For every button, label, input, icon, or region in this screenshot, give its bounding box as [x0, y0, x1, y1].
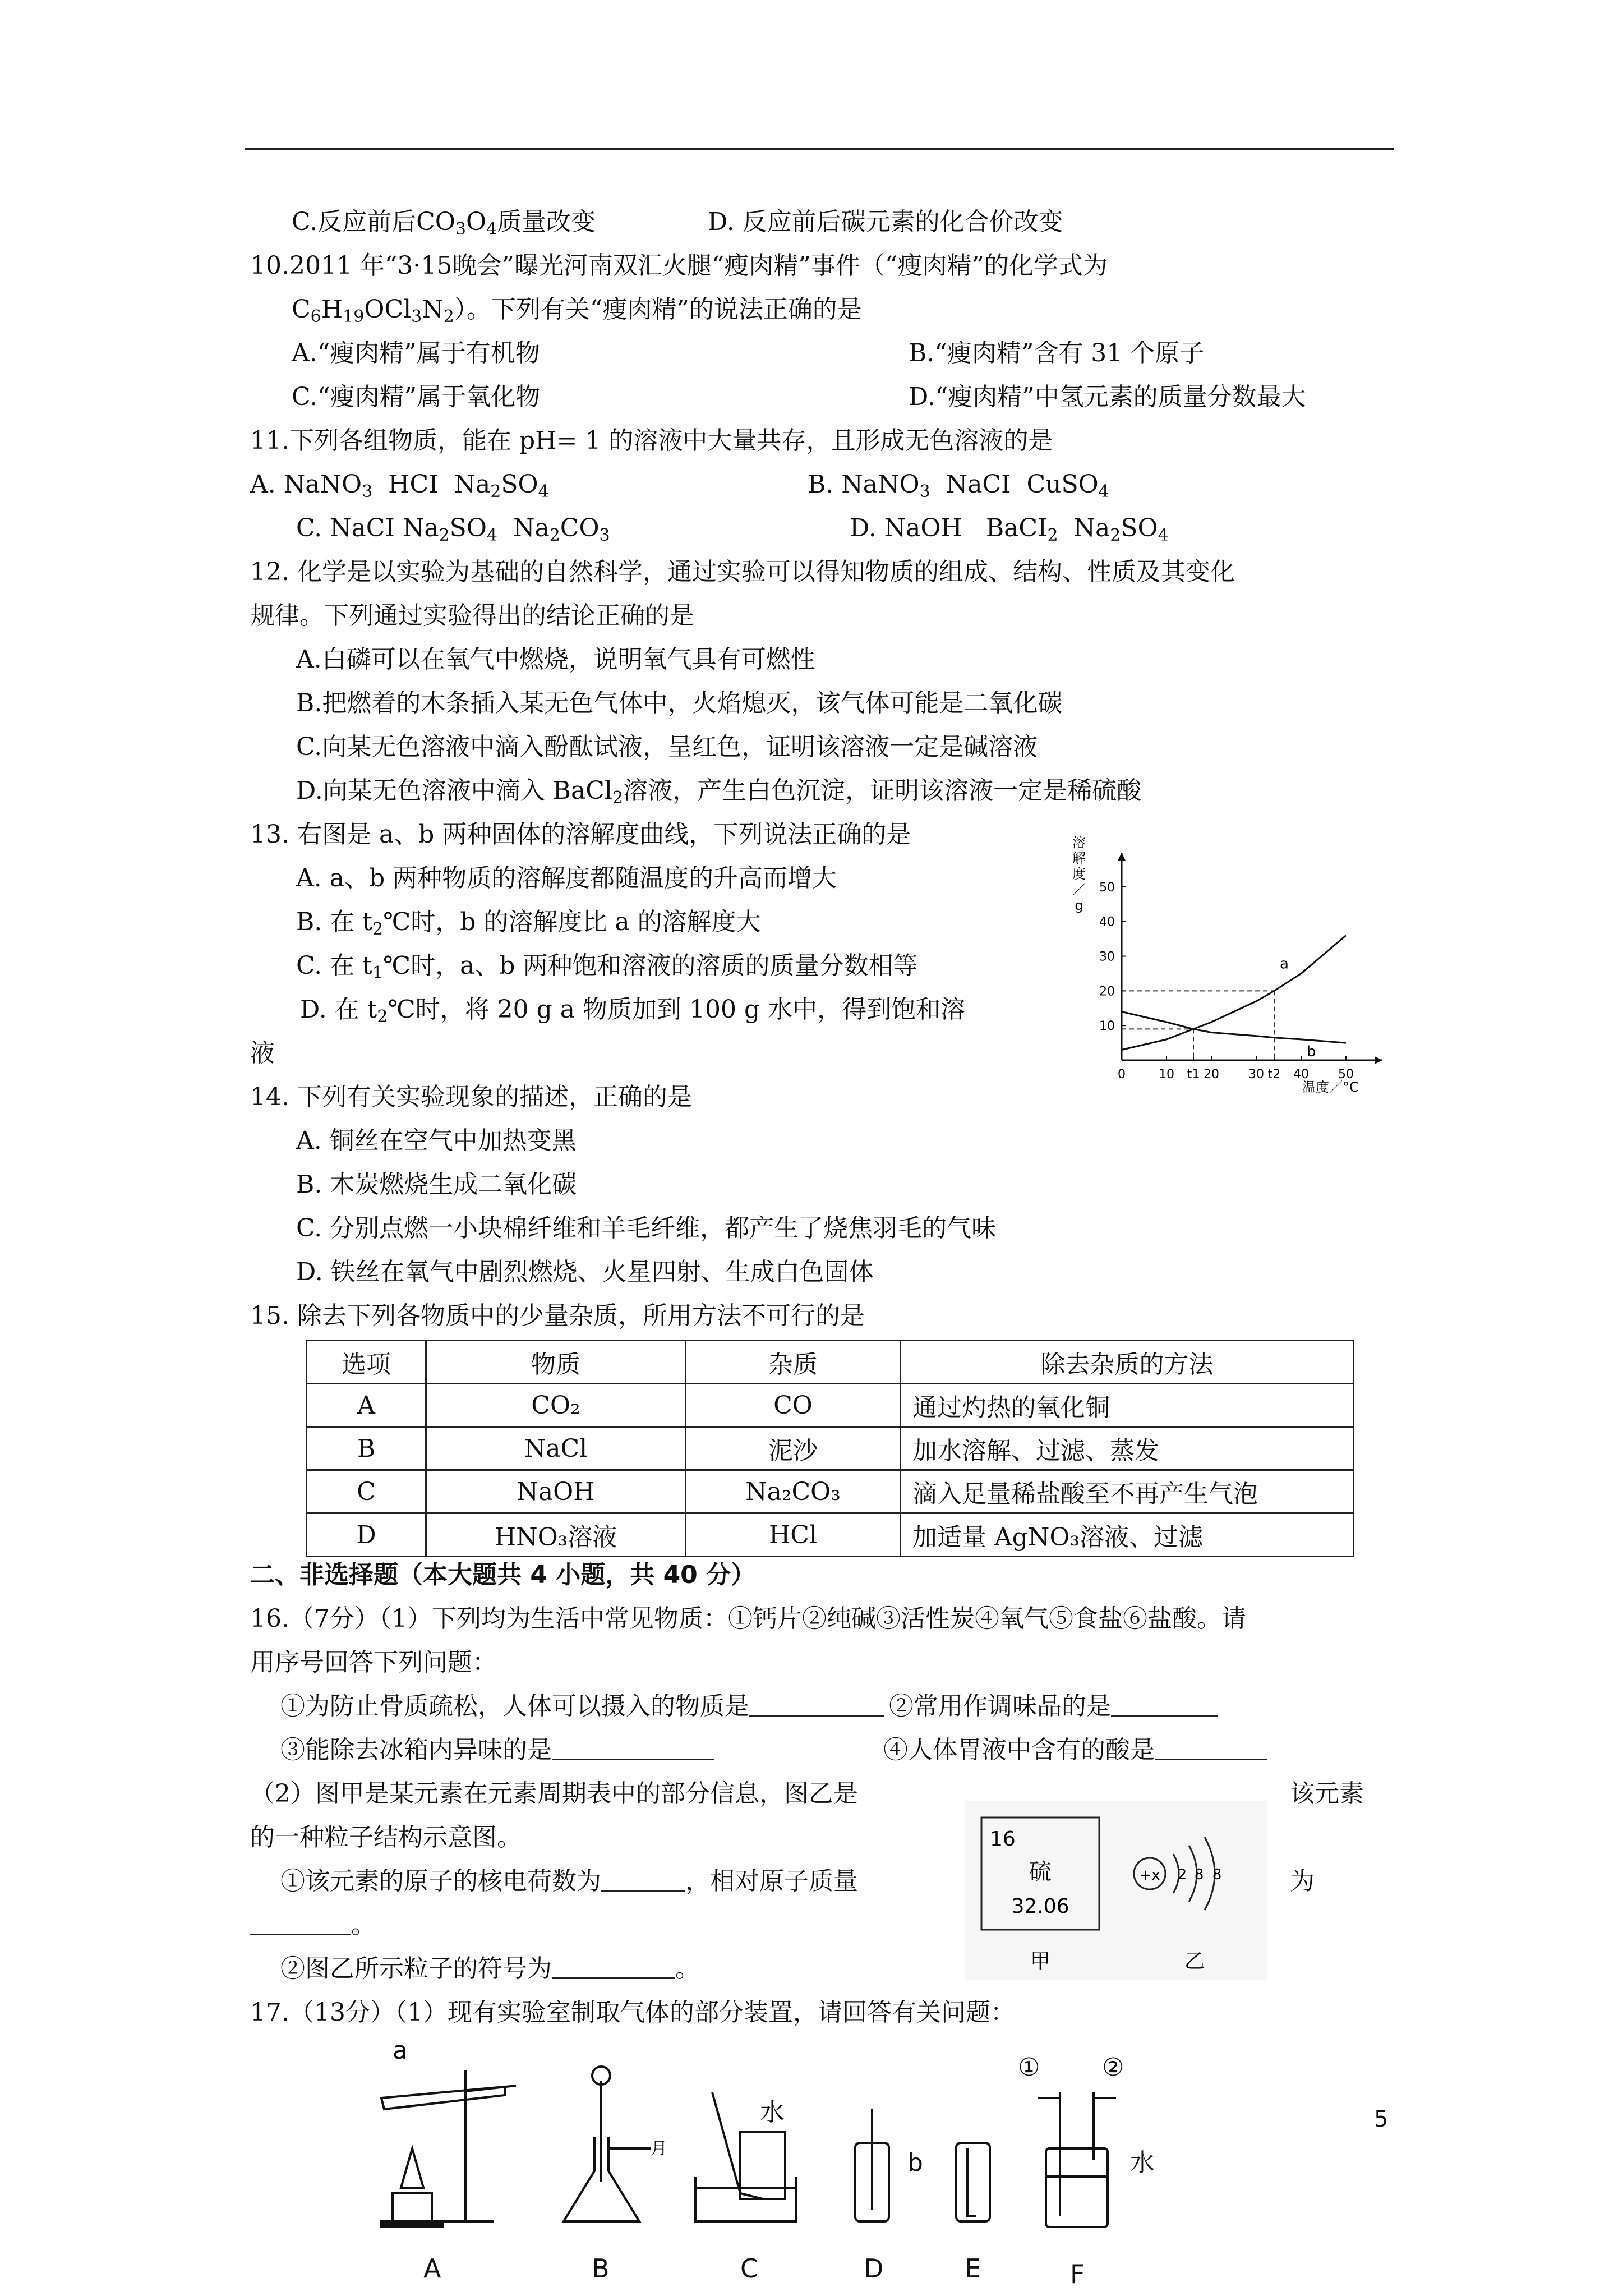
q16-stem-1: 16.（7分）（1）下列均为生活中常见物质：①钙片②纯碱③活性炭④氧气⑤食盐⑥盐酸。请 [250, 1604, 1246, 1633]
svg-text:8: 8 [1194, 1866, 1204, 1883]
element-symbol: 硫 [1029, 1859, 1052, 1885]
svg-text:②: ② [1102, 2053, 1124, 2082]
q11-option-d: D. NaOH BaCI$_2$ $Na_2SO_4$ [850, 514, 1169, 545]
q16-part2-q1-blank: 。 [250, 1910, 376, 1941]
x-tick-label: 50 [1338, 1068, 1354, 1082]
q10-stem: 10.2011 年“3·15晚会”曝光河南双汇火腿“瘦肉精”事件（“瘦肉精”的化学式为 [250, 251, 1108, 280]
svg-text:①: ① [1018, 2053, 1040, 2082]
table-header-row [307, 1341, 1354, 1384]
q14-option-a: A. 铜丝在空气中加热变黑 [296, 1126, 577, 1155]
y-axis-label-char: g [1075, 898, 1083, 913]
label-apparatus-e: E [965, 2253, 981, 2284]
table-header-cell: 杂质 [686, 1341, 901, 1384]
svg-text:+x: +x [1139, 1867, 1160, 1884]
q10-option-c: C.“瘦肉精”属于氧化物 [292, 383, 541, 411]
atomic-number: 16 [990, 1828, 1016, 1851]
q14-option-d: D. 铁丝在氧气中剧烈燃烧、火星四射、生成白色固体 [296, 1258, 874, 1286]
q16-part1-q1: ①为防止骨质疏松，人体可以摄入的物质是 [280, 1691, 884, 1722]
x-tick-label: 40 [1293, 1068, 1309, 1082]
label-apparatus-b: B [592, 2253, 610, 2284]
series-line-a [1122, 936, 1346, 1050]
q16-part2-stem-2: 的一种粒子结构示意图。 [250, 1823, 522, 1852]
label-apparatus-f: F [1070, 2259, 1085, 2289]
q11-option-b: B. NaNO$_3$ NaCI CuSO$_4$ [808, 470, 1109, 501]
q16-part1-q4: ④人体胃液中含有的酸是 [883, 1734, 1267, 1766]
table-header-cell: 除去杂质的方法 [901, 1341, 1354, 1384]
q9-option-c: C.反应前后$CO_3O_4$质量改变 [292, 208, 596, 239]
q11-stem: 11.下列各组物质，能在 pH= 1 的溶液中大量共存，且形成无色溶液的是 [250, 426, 1053, 455]
y-tick-label: 30 [1099, 950, 1115, 964]
y-axis-label-char: 溶 [1072, 835, 1086, 850]
q12-option-a: A.白磷可以在氧气中燃烧，说明氧气具有可燃性 [296, 645, 815, 674]
apparatus-e-icon [956, 2143, 990, 2221]
q16-part2-stem: （2）图甲是某元素在元素周期表中的部分信息，图乙是 [250, 1779, 858, 1808]
q13-option-b: B. 在 $t_2℃$时，b 的溶解度比 a 的溶解度大 [296, 908, 761, 939]
q13-option-d: D. 在 $t_2℃$时，将 20 g a 物质加到 100 g 水中，得到饱和溶 [300, 995, 966, 1027]
header-rule [245, 148, 1394, 150]
y-axis-arrow-icon [1118, 853, 1126, 861]
y-tick-label: 10 [1099, 1019, 1115, 1034]
apparatus-b-icon [564, 2067, 651, 2221]
label-jia: 甲 [1030, 1950, 1051, 1973]
y-tick-label: 40 [1099, 915, 1115, 930]
series-label-a: a [1280, 955, 1289, 973]
chart-series [1122, 936, 1346, 1060]
q13-stem: 13. 右图是 a、b 两种固体的溶解度曲线，下列说法正确的是 [250, 820, 911, 849]
y-tick-label: 20 [1099, 984, 1115, 999]
q15-stem: 15. 除去下列各物质中的少量杂质，所用方法不可行的是 [250, 1301, 865, 1330]
q17-stem: 17.（13分）（1）现有实验室制取气体的部分装置，请回答有关问题： [250, 1998, 1015, 2027]
y-axis-label-char: ／ [1072, 882, 1086, 898]
q13-option-c: C. 在 $t_1℃$时，a、b 两种饱和溶液的溶质的质量分数相等 [296, 951, 918, 983]
q14-option-c: C. 分别点燃一小块棉纤维和羊毛纤维，都产生了烧焦羽毛的气味 [296, 1214, 997, 1243]
y-tick-label: 50 [1099, 880, 1115, 895]
q10-option-d: D.“瘦肉精”中氢元素的质量分数最大 [909, 383, 1306, 411]
q13-option-a: A. a、b 两种物质的溶解度都随温度的升高而增大 [296, 864, 837, 892]
solubility-chart [1054, 830, 1391, 1099]
table-row: D HNO₃溶液 HCl 加适量 AgNO₃溶液、过滤 [307, 1513, 1354, 1557]
page-number: 5 [1374, 2106, 1389, 2132]
x-axis-label: 温度／°C [1302, 1079, 1359, 1095]
label-a: a [393, 2036, 408, 2065]
series-label-b: b [1307, 1043, 1316, 1060]
q16-part2-q1-cont: 为 [1290, 1867, 1315, 1895]
q12-option-b: B.把燃着的木条插入某无色气体中，火焰熄灭，该气体可能是二氧化碳 [296, 689, 1063, 717]
table-header-cell: 物质 [426, 1341, 686, 1384]
svg-text:2: 2 [1177, 1866, 1187, 1883]
q16-part2-q2: ②图乙所示粒子的符号为 。 [280, 1954, 700, 1983]
atomic-mass: 32.06 [1011, 1895, 1069, 1918]
table-row: B NaCl 泥沙 加水溶解、过滤、蒸发 [307, 1427, 1354, 1470]
svg-text:月: 月 [651, 2139, 667, 2159]
y-axis-label-char: 解 [1072, 850, 1086, 866]
q12-stem-2: 规律。下列通过实验得出的结论正确的是 [250, 601, 694, 630]
apparatus-a-icon [381, 2070, 516, 2227]
q11-option-a: A. NaNO$_3$ HCI $Na_2SO_4$ [250, 470, 549, 501]
apparatus-f-icon [1038, 2092, 1116, 2227]
x-tick-label: t2 [1267, 1068, 1281, 1082]
x-tick-label: 0 [1118, 1068, 1126, 1082]
x-tick-label: t1 [1187, 1068, 1200, 1082]
x-tick-label: 20 [1204, 1068, 1219, 1082]
svg-text:水: 水 [760, 2098, 785, 2127]
apparatus-figure [348, 2036, 1312, 2296]
q12-option-c: C.向某无色溶液中滴入酚酞试液，呈红色，证明该溶液一定是碱溶液 [296, 733, 1038, 761]
svg-text:水: 水 [1130, 2148, 1155, 2177]
y-axis-label-char: 度 [1072, 866, 1086, 882]
svg-text:8: 8 [1212, 1866, 1222, 1883]
q11-option-c: C. NaCI $Na_2SO_4$ $Na_2CO_3$ [296, 514, 610, 545]
chart-axes [1118, 853, 1382, 1064]
x-tick-label: 30 [1248, 1068, 1264, 1082]
x-axis-arrow-icon [1375, 1056, 1382, 1064]
svg-text:b: b [907, 2148, 923, 2177]
table-row: C NaOH Na₂CO₃ 滴入足量稀盐酸至不再产生气泡 [307, 1470, 1354, 1513]
q16-part2-q1: ①该元素的原子的核电荷数为 ，相对原子质量 [280, 1867, 858, 1895]
chart-guides [1122, 991, 1274, 1060]
q14-option-b: B. 木炭燃烧生成二氧化碳 [296, 1170, 577, 1199]
q16-part1-q3: ③能除去冰箱内异味的是 [280, 1734, 714, 1766]
q9-option-d: D. 反应前后碳元素的化合价改变 [708, 208, 1063, 236]
q13-option-d-cont: 液 [250, 1039, 275, 1068]
table-header-cell: 选项 [307, 1341, 426, 1384]
q14-stem: 14. 下列有关实验现象的描述，正确的是 [250, 1083, 692, 1111]
q12-stem-1: 12. 化学是以实验为基础的自然科学，通过实验可以得知物质的组成、结构、性质及其变化 [250, 558, 1235, 586]
label-apparatus-a: A [423, 2253, 441, 2284]
apparatus-d-icon [855, 2109, 889, 2221]
q15-table [306, 1340, 1354, 1557]
label-yi: 乙 [1184, 1950, 1205, 1973]
q12-option-d: D.向某无色溶液中滴入 BaCl$_2$溶液，产生白色沉淀，证明该溶液一定是稀硫酸 [296, 776, 1142, 808]
series-line-b [1122, 1012, 1346, 1043]
q16-stem-2: 用序号回答下列问题： [250, 1648, 497, 1677]
element-figure [965, 1801, 1267, 1980]
q16-part1-q2: ②常用作调味品的是 [889, 1691, 1218, 1722]
x-tick-label: 10 [1159, 1068, 1174, 1082]
table-row: A CO₂ CO 通过灼热的氧化铜 [307, 1384, 1354, 1427]
label-apparatus-c: C [740, 2253, 759, 2284]
q16-part2-stem-cont: 该元素 [1290, 1779, 1364, 1808]
q10-option-a: A.“瘦肉精”属于有机物 [292, 339, 540, 367]
q10-option-b: B.“瘦肉精”含有 31 个原子 [909, 339, 1205, 367]
label-apparatus-d: D [864, 2253, 884, 2284]
section-heading: 二、非选择题（本大题共 4 小题，共 40 分） [250, 1561, 756, 1589]
q10-formula-line: $C_6H_{19}OCl_3N_2$）。下列有关“瘦肉精”的说法正确的是 [292, 295, 862, 326]
